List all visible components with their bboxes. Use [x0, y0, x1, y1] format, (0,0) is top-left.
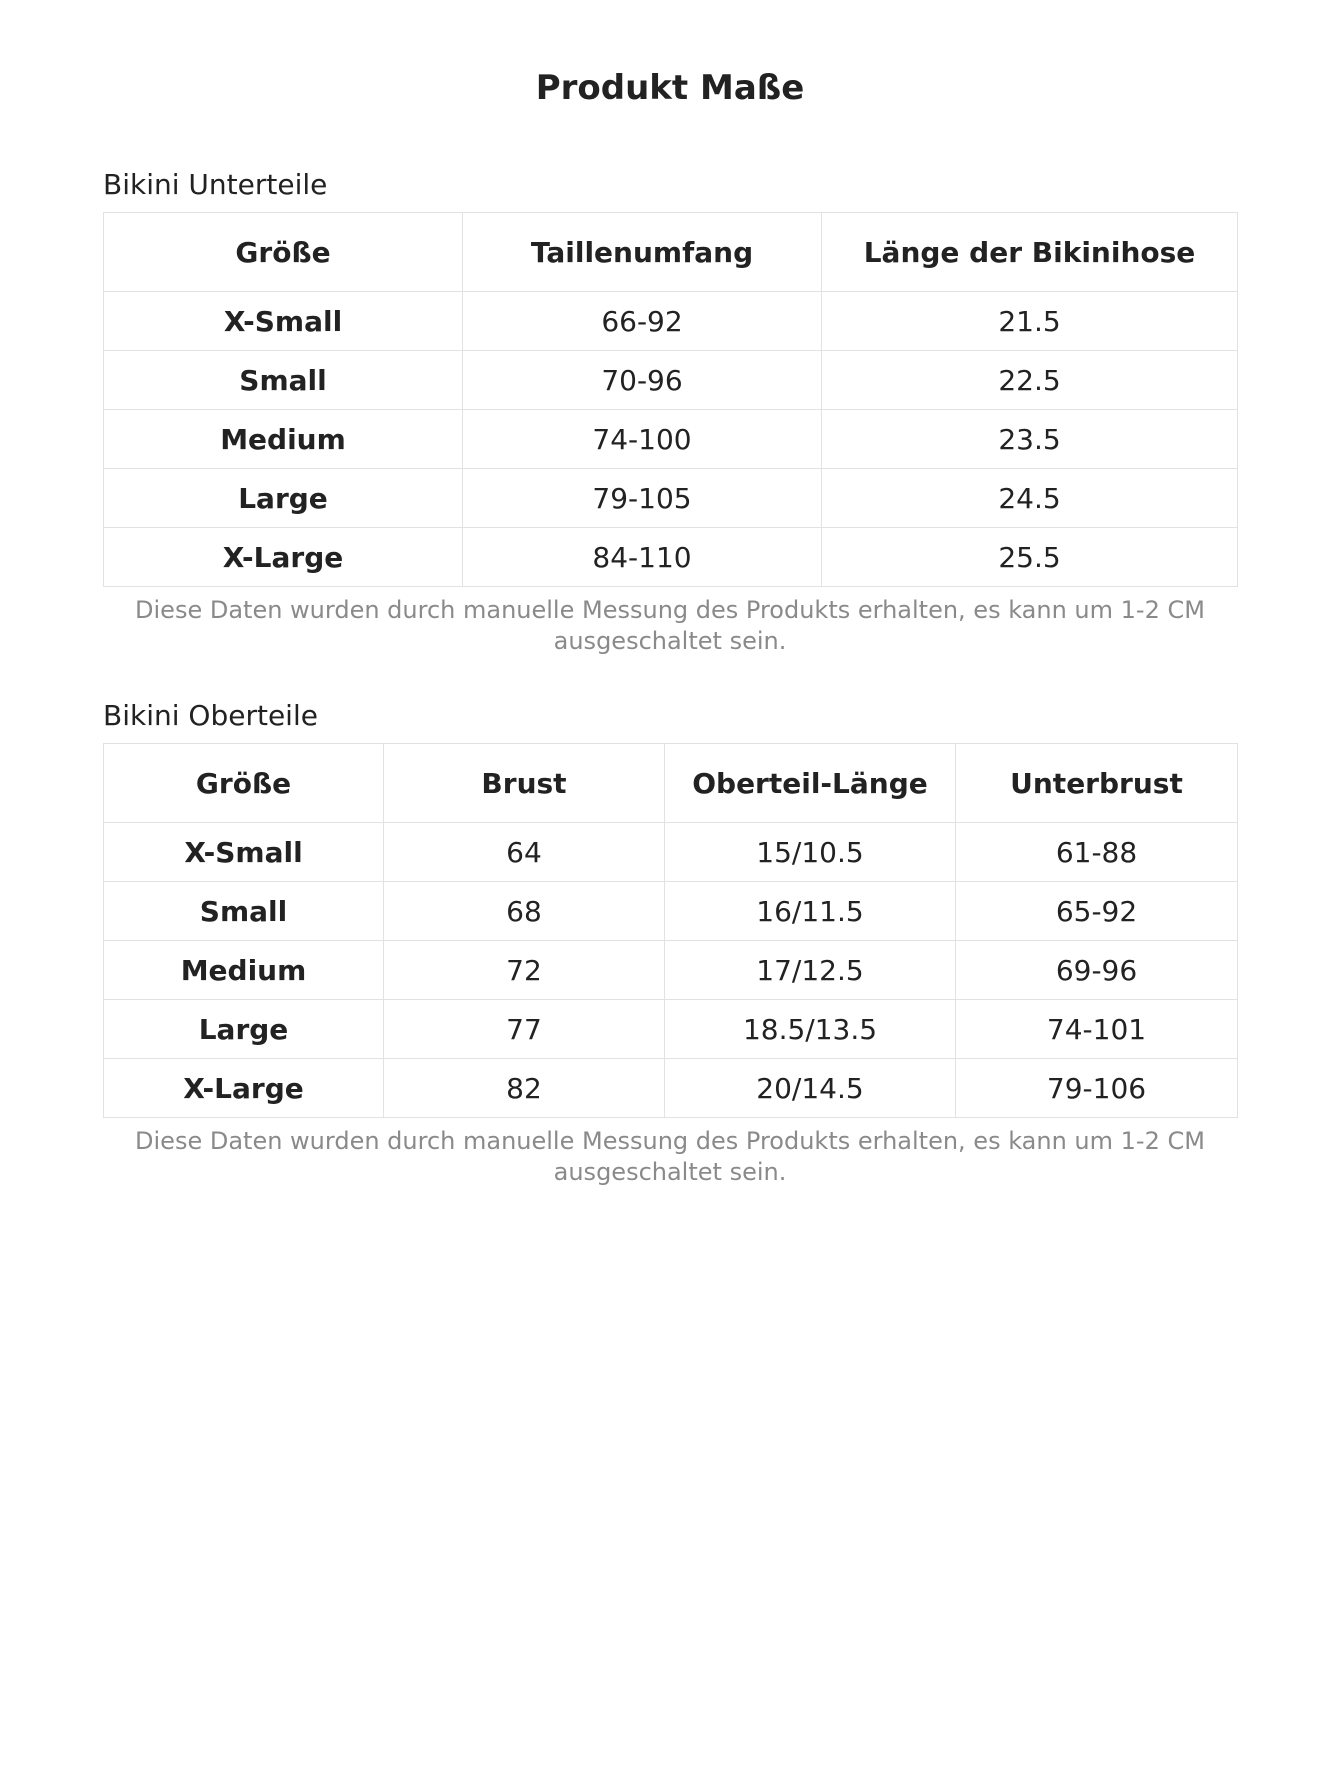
table-row: [104, 882, 1238, 941]
table-row: [104, 410, 1238, 469]
size-cell: Small: [104, 882, 384, 941]
bottoms-section-title: Bikini Unterteile: [103, 168, 328, 201]
tops-size-table: [103, 743, 1238, 1118]
table-cell: 79-105: [463, 469, 822, 528]
table-row: [104, 292, 1238, 351]
table-cell: 66-92: [463, 292, 822, 351]
table-cell: 69-96: [956, 941, 1238, 1000]
table-row: [104, 469, 1238, 528]
table-cell: 82: [384, 1059, 665, 1118]
column-header-bottom-length: Länge der Bikinihose: [822, 213, 1238, 292]
table-cell: 15/10.5: [665, 823, 956, 882]
column-header-size: Größe: [104, 213, 463, 292]
table-cell: 74-101: [956, 1000, 1238, 1059]
tops-section: [103, 695, 1237, 1188]
size-cell: X-Large: [104, 528, 463, 587]
table-row: [104, 941, 1238, 1000]
table-cell: 25.5: [822, 528, 1238, 587]
table-cell: 72: [384, 941, 665, 1000]
measurement-note: Diese Daten wurden durch manuelle Messung des Produkts erhalten, es kann um 1-2 CM ausgeschaltet sein.: [135, 596, 1205, 655]
size-cell: X-Large: [104, 1059, 384, 1118]
size-cell: Large: [104, 469, 463, 528]
size-cell: Large: [104, 1000, 384, 1059]
table-cell: 84-110: [463, 528, 822, 587]
table-cell: 77: [384, 1000, 665, 1059]
table-cell: 24.5: [822, 469, 1238, 528]
table-cell: 16/11.5: [665, 882, 956, 941]
table-cell: 18.5/13.5: [665, 1000, 956, 1059]
size-cell: Medium: [104, 941, 384, 1000]
table-cell: 61-88: [956, 823, 1238, 882]
size-cell: Small: [104, 351, 463, 410]
table-cell: 23.5: [822, 410, 1238, 469]
table-row: [104, 823, 1238, 882]
table-row: [104, 1059, 1238, 1118]
table-cell: 64: [384, 823, 665, 882]
column-header-top-length: Oberteil-Länge: [665, 744, 956, 823]
column-header-underbust: Unterbrust: [956, 744, 1238, 823]
table-row: [104, 528, 1238, 587]
table-cell: 17/12.5: [665, 941, 956, 1000]
size-cell: X-Small: [104, 823, 384, 882]
measurement-note: Diese Daten wurden durch manuelle Messung des Produkts erhalten, es kann um 1-2 CM ausgeschaltet sein.: [135, 1127, 1205, 1186]
table-cell: 79-106: [956, 1059, 1238, 1118]
column-header-size: Größe: [104, 744, 384, 823]
size-cell: X-Small: [104, 292, 463, 351]
table-cell: 20/14.5: [665, 1059, 956, 1118]
table-row: [104, 1000, 1238, 1059]
table-cell: 70-96: [463, 351, 822, 410]
bottoms-size-table: [103, 212, 1238, 587]
column-header-bust: Brust: [384, 744, 665, 823]
size-cell: Medium: [104, 410, 463, 469]
table-header-row: [104, 213, 1238, 292]
tops-section-title: Bikini Oberteile: [103, 699, 318, 732]
table-cell: 21.5: [822, 292, 1238, 351]
table-header-row: [104, 744, 1238, 823]
table-cell: 74-100: [463, 410, 822, 469]
table-cell: 68: [384, 882, 665, 941]
table-cell: 22.5: [822, 351, 1238, 410]
page-title: Produkt Maße: [535, 68, 805, 108]
bottoms-section: [103, 164, 1237, 657]
table-row: [104, 351, 1238, 410]
table-cell: 65-92: [956, 882, 1238, 941]
column-header-waist: Taillenumfang: [463, 213, 822, 292]
